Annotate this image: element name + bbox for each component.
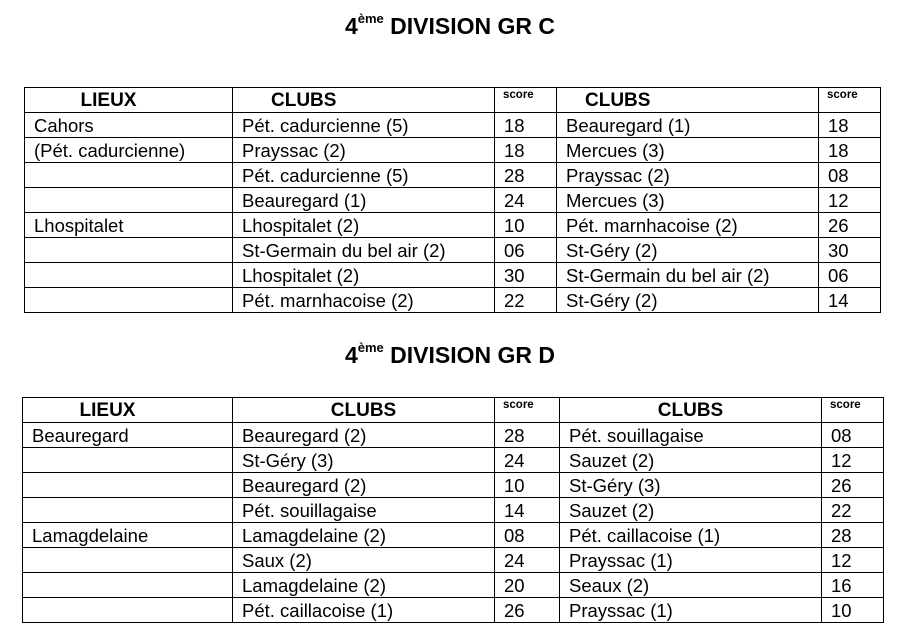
header-clubs-2: CLUBS: [557, 88, 819, 113]
table-row: [25, 113, 881, 138]
cell-club-2: Pét. marnhacoise (2): [557, 213, 819, 238]
cell-score-2: 10: [822, 598, 884, 623]
table-row: [23, 573, 884, 598]
cell-score-1: 30: [495, 263, 557, 288]
cell-score-1: 26: [495, 598, 560, 623]
cell-club-1: Pét. caillacoise (1): [233, 598, 495, 623]
cell-score-1: 06: [495, 238, 557, 263]
cell-club-2: St-Géry (2): [557, 288, 819, 313]
cell-score-1: 24: [495, 448, 560, 473]
cell-score-1: 20: [495, 573, 560, 598]
cell-club-2: Sauzet (2): [560, 498, 822, 523]
cell-score-1: 28: [495, 423, 560, 448]
table-row: [25, 213, 881, 238]
header-score-2: score: [822, 398, 884, 423]
cell-score-2: 28: [822, 523, 884, 548]
section-c-title-prefix: 4: [344, 13, 358, 39]
cell-score-2: 18: [819, 138, 881, 163]
header-clubs-1: CLUBS: [233, 88, 495, 113]
cell-score-2: 12: [819, 188, 881, 213]
cell-score-2: 30: [819, 238, 881, 263]
cell-club-1: Beauregard (2): [233, 423, 495, 448]
cell-score-1: 10: [495, 213, 557, 238]
header-clubs-2: CLUBS: [560, 398, 822, 423]
cell-score-2: 26: [822, 473, 884, 498]
cell-score-1: 14: [495, 498, 560, 523]
cell-score-2: 12: [822, 548, 884, 573]
cell-club-2: Sauzet (2): [560, 448, 822, 473]
table-header-row: [25, 88, 881, 113]
results-table-gr-c: [24, 87, 881, 313]
cell-club-1: Pét. cadurcienne (5): [233, 163, 495, 188]
cell-score-2: 16: [822, 573, 884, 598]
cell-score-2: 08: [822, 423, 884, 448]
header-score-1: score: [495, 398, 560, 423]
table-row: [25, 138, 881, 163]
cell-club-1: Prayssac (2): [233, 138, 495, 163]
cell-club-1: Lamagdelaine (2): [233, 573, 495, 598]
cell-lieu: Lhospitalet: [25, 213, 233, 238]
table-header-row: [23, 398, 884, 423]
cell-club-2: Prayssac (1): [560, 598, 822, 623]
header-lieux: LIEUX: [23, 398, 233, 423]
cell-score-1: 18: [495, 113, 557, 138]
cell-club-2: Beauregard (1): [557, 113, 819, 138]
cell-club-2: St-Germain du bel air (2): [557, 263, 819, 288]
table-row: [23, 548, 884, 573]
cell-lieu: [25, 263, 233, 288]
header-score-1: score: [495, 88, 557, 113]
header-score-2: score: [819, 88, 881, 113]
section-c-title-sup: ème: [357, 11, 384, 27]
table-row: [23, 598, 884, 623]
cell-score-1: 22: [495, 288, 557, 313]
table-row: [25, 238, 881, 263]
cell-lieu: Lamagdelaine: [23, 523, 233, 548]
cell-club-2: Seaux (2): [560, 573, 822, 598]
cell-club-2: Pét. caillacoise (1): [560, 523, 822, 548]
cell-lieu: Beauregard: [23, 423, 233, 448]
header-clubs-1: CLUBS: [233, 398, 495, 423]
cell-score-1: 18: [495, 138, 557, 163]
cell-club-1: Pét. marnhacoise (2): [233, 288, 495, 313]
cell-score-2: 22: [822, 498, 884, 523]
table-row: [23, 498, 884, 523]
cell-lieu: [25, 238, 233, 263]
table-row: [25, 288, 881, 313]
section-d-title: [0, 342, 900, 369]
table-row: [25, 163, 881, 188]
cell-club-1: Pét. souillagaise: [233, 498, 495, 523]
cell-club-2: Prayssac (2): [557, 163, 819, 188]
cell-club-1: Beauregard (1): [233, 188, 495, 213]
cell-club-1: Lhospitalet (2): [233, 263, 495, 288]
table-row: [25, 263, 881, 288]
table-row: [23, 473, 884, 498]
cell-score-2: 08: [819, 163, 881, 188]
cell-club-2: Pét. souillagaise: [560, 423, 822, 448]
cell-lieu: [23, 573, 233, 598]
cell-club-2: Prayssac (1): [560, 548, 822, 573]
cell-score-2: 18: [819, 113, 881, 138]
cell-lieu: [23, 548, 233, 573]
cell-score-2: 06: [819, 263, 881, 288]
cell-club-1: Lamagdelaine (2): [233, 523, 495, 548]
header-lieux: LIEUX: [25, 88, 233, 113]
cell-lieu: (Pét. cadurcienne): [25, 138, 233, 163]
table-row: [25, 188, 881, 213]
section-d-title-prefix: 4: [344, 342, 358, 368]
cell-club-2: Mercues (3): [557, 138, 819, 163]
cell-club-1: Saux (2): [233, 548, 495, 573]
table-row: [23, 523, 884, 548]
cell-score-2: 12: [822, 448, 884, 473]
cell-club-2: St-Géry (3): [560, 473, 822, 498]
section-c-title-suffix: DIVISION GR C: [383, 13, 556, 39]
cell-score-1: 28: [495, 163, 557, 188]
cell-lieu: [25, 288, 233, 313]
cell-lieu: [25, 188, 233, 213]
cell-score-1: 24: [495, 548, 560, 573]
cell-score-1: 08: [495, 523, 560, 548]
cell-score-2: 26: [819, 213, 881, 238]
cell-score-1: 10: [495, 473, 560, 498]
cell-lieu: [23, 448, 233, 473]
cell-club-1: St-Géry (3): [233, 448, 495, 473]
cell-lieu: [25, 163, 233, 188]
cell-score-2: 14: [819, 288, 881, 313]
cell-club-1: Beauregard (2): [233, 473, 495, 498]
section-d-title-suffix: DIVISION GR D: [383, 342, 556, 368]
cell-lieu: [23, 598, 233, 623]
cell-club-2: Mercues (3): [557, 188, 819, 213]
cell-club-2: St-Géry (2): [557, 238, 819, 263]
cell-lieu: [23, 473, 233, 498]
cell-lieu: [23, 498, 233, 523]
cell-club-1: Lhospitalet (2): [233, 213, 495, 238]
cell-club-1: Pét. cadurcienne (5): [233, 113, 495, 138]
cell-score-1: 24: [495, 188, 557, 213]
table-row: [23, 423, 884, 448]
cell-lieu: Cahors: [25, 113, 233, 138]
section-d-title-sup: ème: [357, 340, 384, 356]
section-c-title: [0, 13, 900, 40]
table-row: [23, 448, 884, 473]
results-table-gr-d: [22, 397, 884, 623]
cell-club-1: St-Germain du bel air (2): [233, 238, 495, 263]
